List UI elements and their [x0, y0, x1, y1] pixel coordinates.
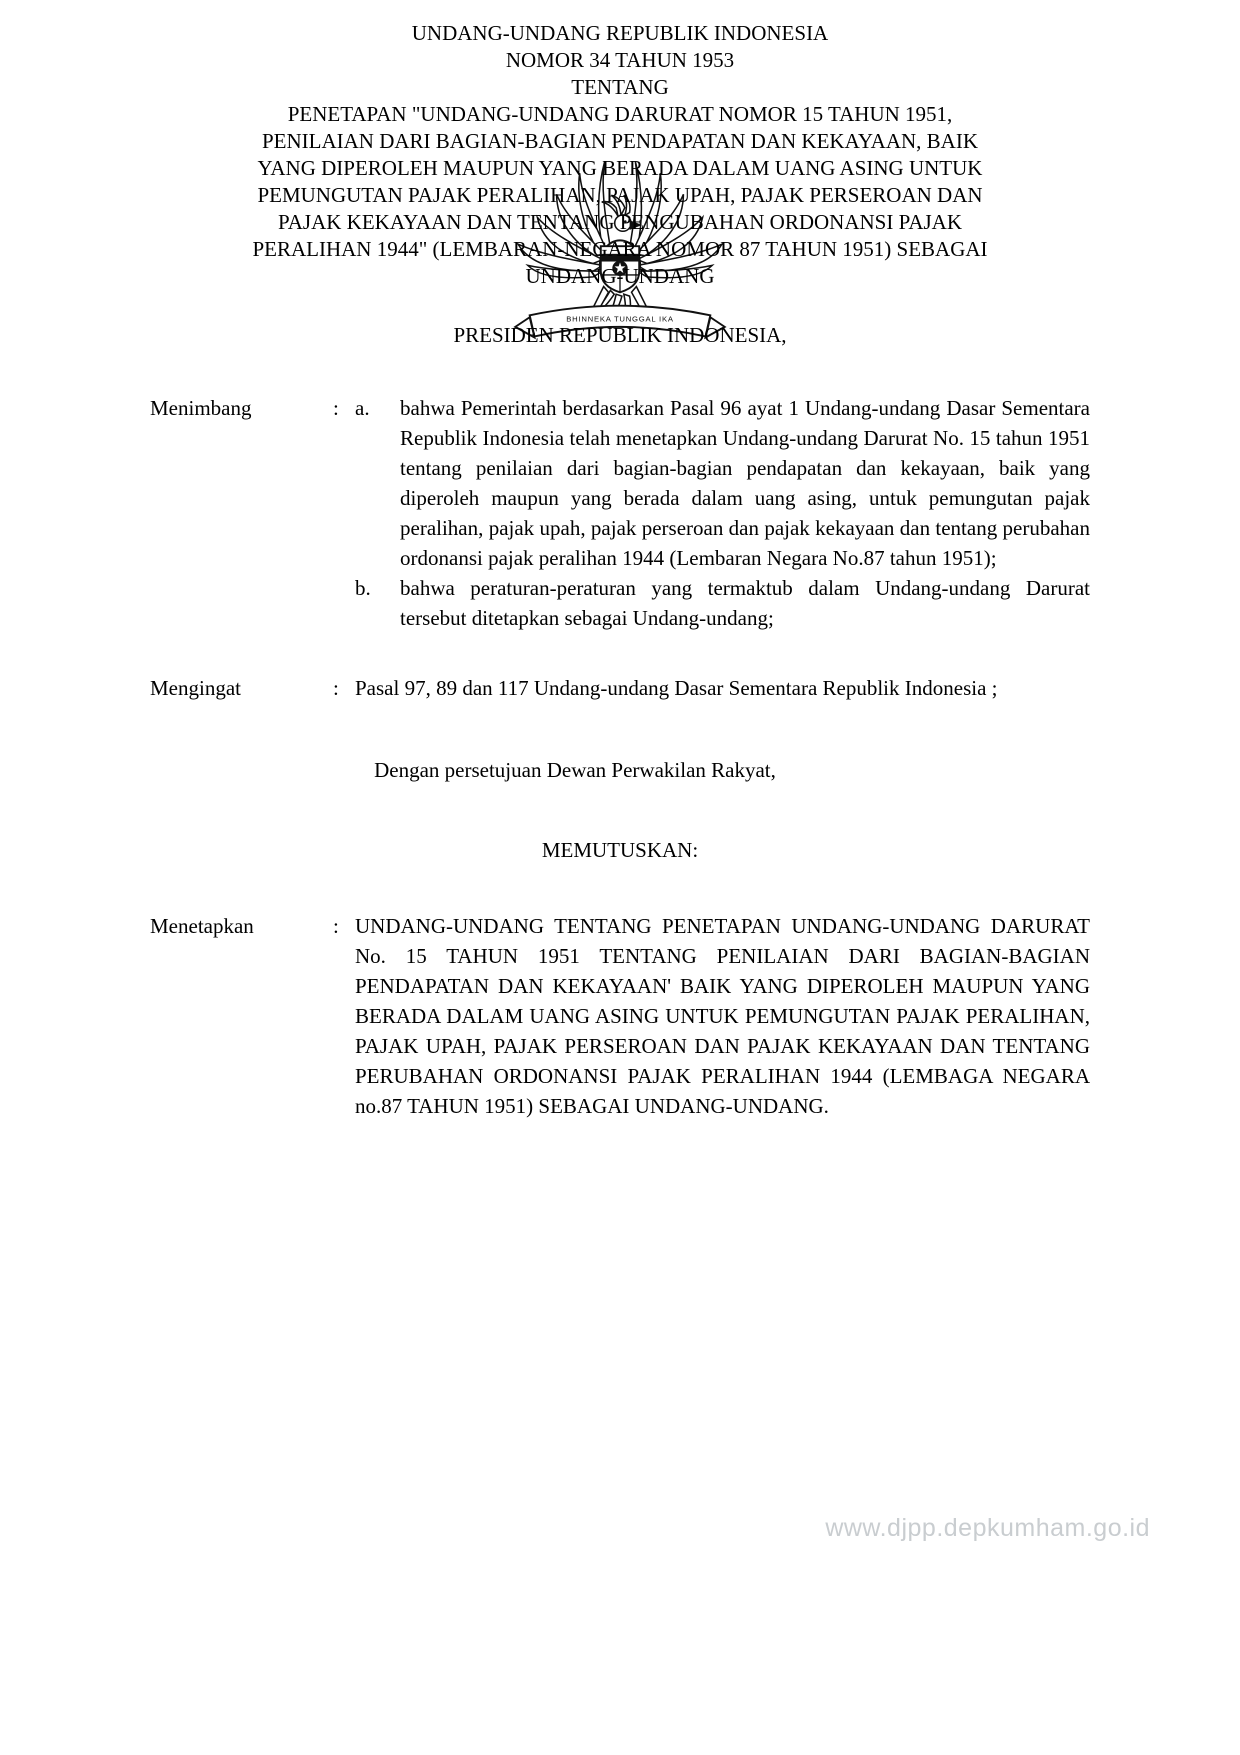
section-label: Menimbang — [150, 396, 252, 420]
title-line: NOMOR 34 TAHUN 1953 — [505, 48, 735, 72]
section-label: Mengingat — [150, 676, 241, 700]
item-marker: b. — [355, 576, 371, 600]
title-line: UNDANG-UNDANG REPUBLIK INDONESIA — [411, 21, 829, 45]
watermark: www.djpp.depkumham.go.id — [825, 1514, 1150, 1542]
item-text: bahwa Pemerintah berdasarkan Pasal 96 ayat 1 Undang-undang Dasar Sementara Republik Indonesia telah menetapkan Undang-undang Darurat No. 15 tahun 1951 tentang penilaian dari bagian-bagian pendapatan dan kekayaan, baik yang diperoleh maupun yang berada dalam uang asing, untuk pemungutan pajak peralihan, pajak upah, pajak perseroan dan pajak kekayaan dan tentang perubahan ordonansi pajak peralihan 1944 (Lembaran Negara No.87 tahun 1951); — [400, 396, 1090, 570]
section-text: UNDANG-UNDANG TENTANG PENETAPAN UNDANG-UNDANG DARURAT No. 15 TAHUN 1951 TENTANG PENILAIAN DARI BAGIAN-BAGIAN PENDAPATAN DAN KEKAYAAN' BAIK YANG DIPEROLEH MAUPUN YANG BERADA DALAM UANG ASING UNTUK PEMUNGUTAN PAJAK PERALIHAN, PAJAK UPAH, PAJAK PERSEROAN DAN PAJAK KEKAYAAN DAN TENTANG PERUBAHAN ORDONANSI PAJAK PERALIHAN 1944 (LEMBAGA NEGARA no.87 TAHUN 1951) SEBAGAI UNDANG-UNDANG. — [355, 914, 1090, 1118]
section-body — [355, 393, 1090, 633]
section-colon: : — [333, 396, 339, 420]
title-line: PEMUNGUTAN PAJAK PERALIHAN, PAJAK UPAH, PAJAK PERSEROAN DAN — [257, 183, 983, 207]
document-content — [150, 0, 1090, 1121]
motto-text: BHINNEKA TUNGGAL IKA — [566, 314, 674, 324]
section-colon: : — [333, 676, 339, 700]
title-line: PAJAK KEKAYAAN DAN TENTANG PENGUBAHAN ORDONANSI PAJAK — [278, 210, 962, 234]
section-colon: : — [333, 914, 339, 938]
salutation: PRESIDEN REPUBLIK INDONESIA, — [453, 323, 787, 347]
agreement-line: Dengan persetujuan Dewan Perwakilan Rakyat, — [374, 758, 776, 782]
memutuskan-heading: MEMUTUSKAN: — [541, 838, 699, 862]
consideration-item — [355, 393, 1090, 573]
title-line: PENETAPAN "UNDANG-UNDANG DARURAT NOMOR 15 TAHUN 1951, — [287, 102, 953, 126]
section-text: Pasal 97, 89 dan 117 Undang-undang Dasar Sementara Republik Indonesia ; — [355, 676, 998, 700]
section-mengingat — [150, 673, 1090, 703]
section-menimbang — [150, 393, 1090, 633]
consideration-item — [355, 573, 1090, 633]
section-label: Menetapkan — [150, 914, 254, 938]
item-marker: a. — [355, 396, 370, 420]
title-line: PERALIHAN 1944" (LEMBARAN-NEGARA NOMOR 87 TAHUN 1951) SEBAGAI — [252, 237, 988, 261]
document-title — [150, 20, 1090, 290]
section-menetapkan — [150, 911, 1090, 1121]
title-line: TENTANG — [571, 75, 669, 99]
title-line: YANG DIPEROLEH MAUPUN YANG BERADA DALAM UANG ASING UNTUK — [257, 156, 983, 180]
title-line: PENILAIAN DARI BAGIAN-BAGIAN PENDAPATAN DAN KEKAYAAN, BAIK — [261, 129, 978, 153]
item-text: bahwa peraturan-peraturan yang termaktub dalam Undang-undang Darurat tersebut ditetapkan sebagai Undang-undang; — [400, 576, 1090, 630]
title-line: UNDANG-UNDANG — [525, 264, 715, 288]
